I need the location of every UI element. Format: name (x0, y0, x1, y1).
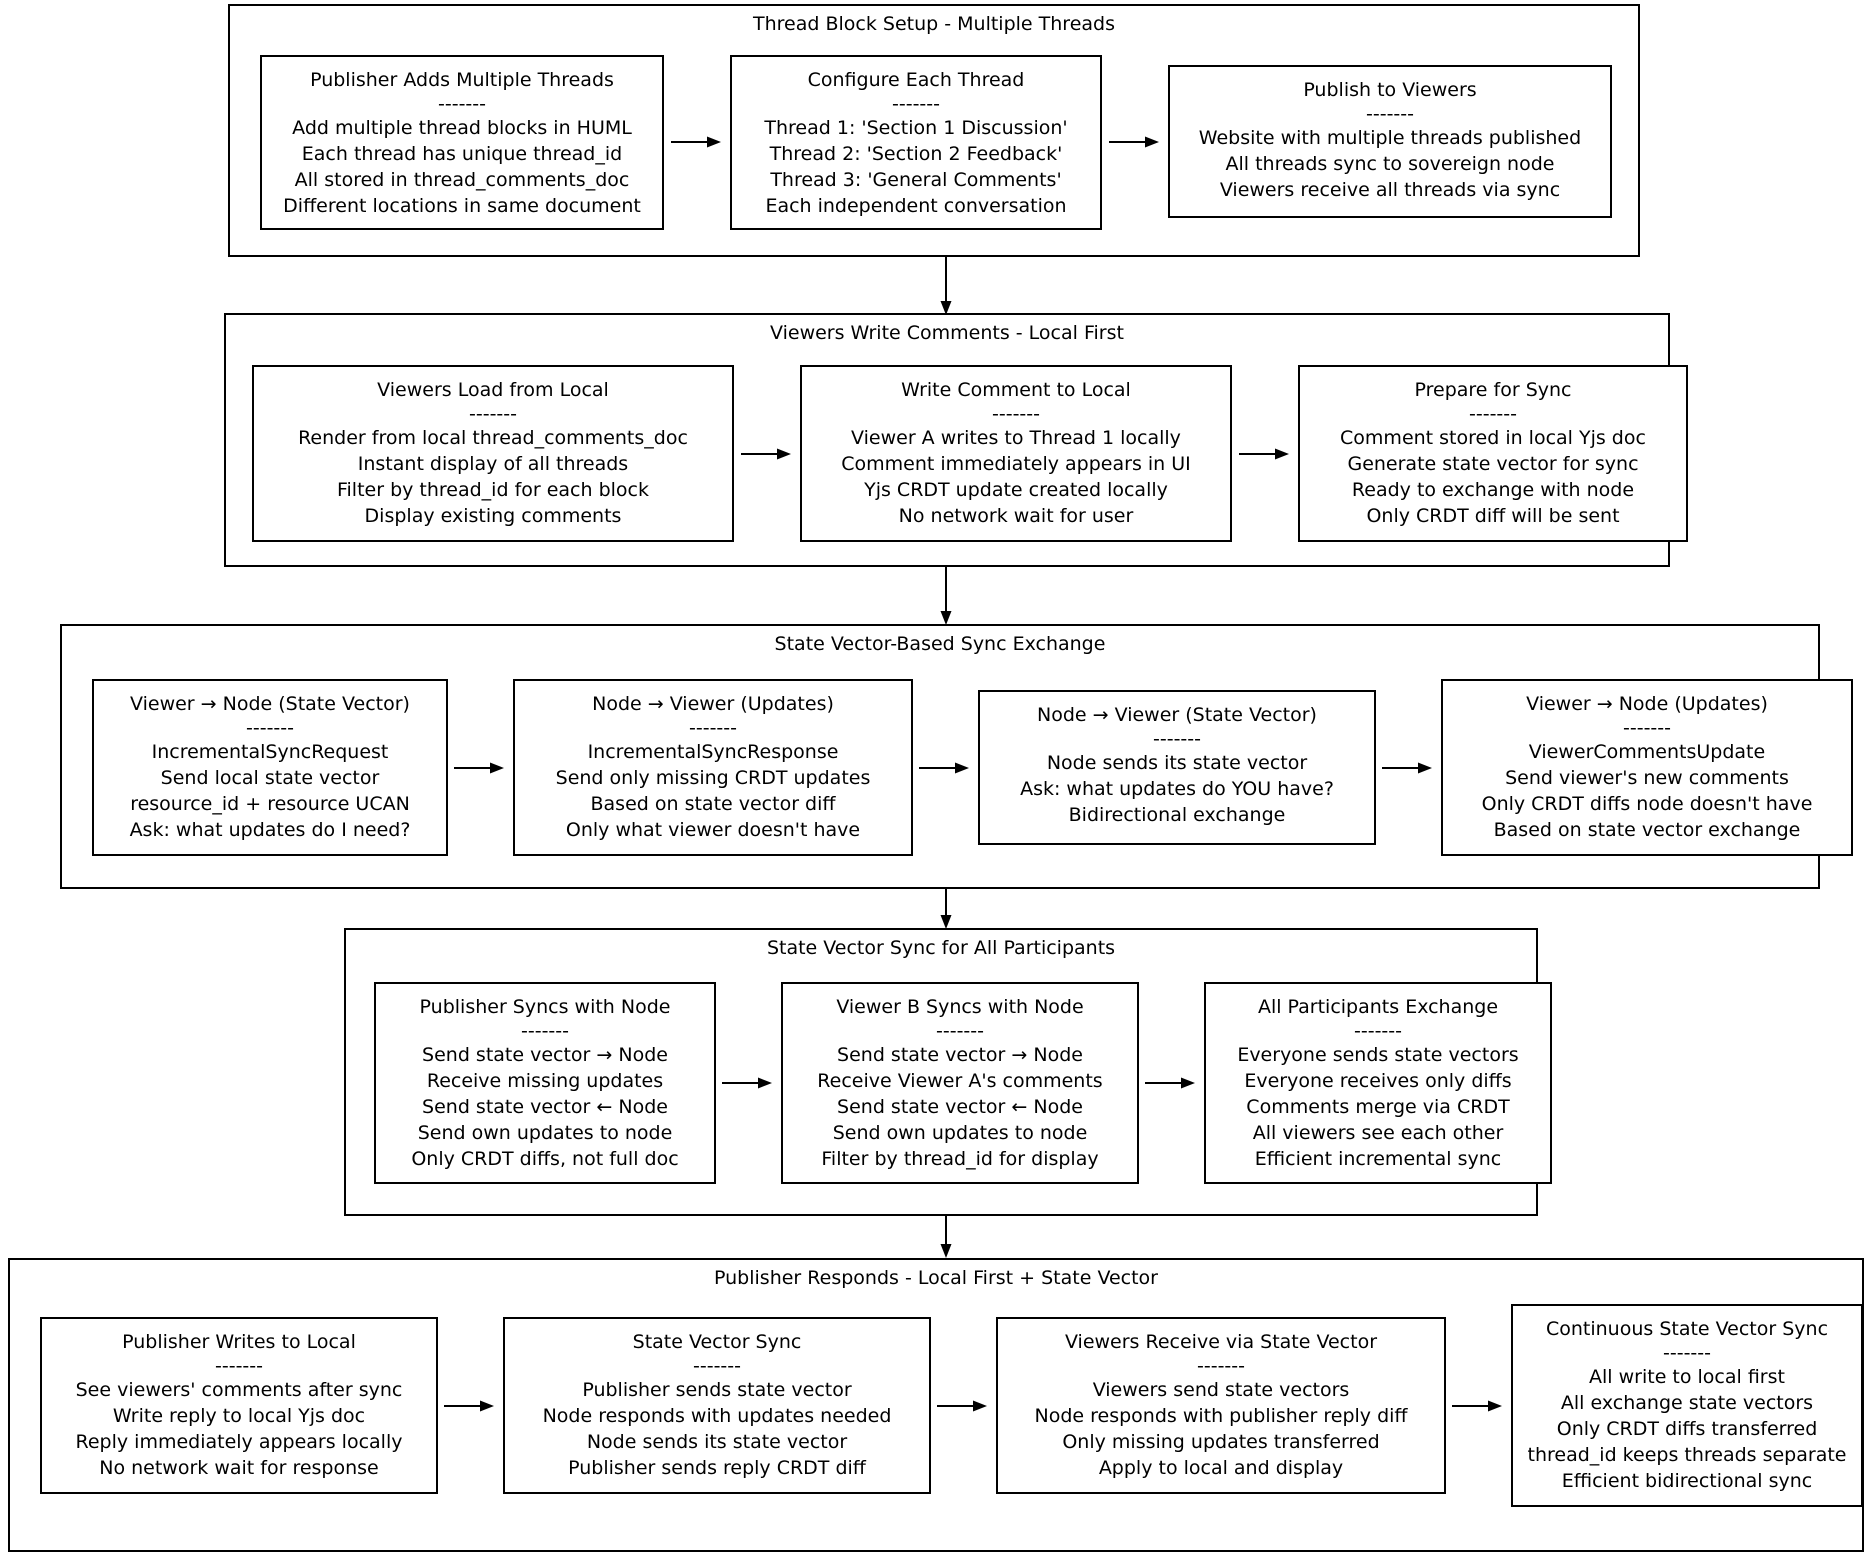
node-line: See viewers' comments after sync (75, 1379, 403, 1401)
node-write-comment-to-local (800, 365, 1232, 542)
node-title: Viewer B Syncs with Node (836, 996, 1084, 1018)
arrow-connector (444, 1398, 494, 1414)
node-line: Ask: what updates do YOU have? (1020, 778, 1334, 800)
node-separator: ------- (1354, 1020, 1402, 1042)
group-title: State Vector-Based Sync Exchange (774, 633, 1106, 655)
node-line: ViewerCommentsUpdate (1528, 741, 1766, 763)
node-line: Send state vector → Node (422, 1044, 668, 1066)
node-title: Publisher Syncs with Node (419, 996, 671, 1018)
node-line: Only CRDT diff will be sent (1366, 505, 1620, 527)
node-node-to-viewer-state-vector (978, 690, 1376, 845)
arrow-connector-vertical (938, 889, 954, 929)
node-separator: ------- (521, 1020, 569, 1042)
node-separator: ------- (438, 93, 486, 115)
node-publisher-writes-to-local (40, 1317, 438, 1494)
node-line: Node responds with updates needed (542, 1405, 892, 1427)
arrow-connector (722, 1075, 772, 1091)
node-line: Publisher sends state vector (582, 1379, 852, 1401)
node-title: Node → Viewer (State Vector) (1037, 704, 1317, 726)
arrow-connector (1109, 134, 1159, 150)
arrow-connector (454, 760, 504, 776)
node-line: Viewer A writes to Thread 1 locally (851, 427, 1181, 449)
node-line: Node sends its state vector (586, 1431, 848, 1453)
node-line: Everyone sends state vectors (1237, 1044, 1519, 1066)
node-publisher-adds-multiple-threads (260, 55, 664, 230)
node-line: Thread 2: 'Section 2 Feedback' (769, 143, 1063, 165)
node-title: Viewer → Node (Updates) (1526, 693, 1768, 715)
node-title: State Vector Sync (632, 1331, 802, 1353)
node-line: Send only missing CRDT updates (555, 767, 871, 789)
node-line: Add multiple thread blocks in HUML (292, 117, 632, 139)
node-line: Write reply to local Yjs doc (112, 1405, 366, 1427)
node-line: Apply to local and display (1098, 1457, 1344, 1479)
node-line: thread_id keeps threads separate (1527, 1444, 1847, 1466)
node-line: Reply immediately appears locally (75, 1431, 403, 1453)
node-separator: ------- (246, 717, 294, 739)
node-line: Publisher sends reply CRDT diff (568, 1457, 866, 1479)
node-publisher-syncs-with-node (374, 982, 716, 1184)
node-line: Efficient incremental sync (1254, 1148, 1502, 1170)
node-continuous-state-vector-sync (1511, 1304, 1863, 1507)
node-separator: ------- (1153, 728, 1201, 750)
node-title: Viewers Receive via State Vector (1064, 1331, 1378, 1353)
node-line: Generate state vector for sync (1347, 453, 1639, 475)
node-line: Send state vector → Node (837, 1044, 1083, 1066)
node-line: Each thread has unique thread_id (301, 143, 623, 165)
node-line: No network wait for user (898, 505, 1134, 527)
node-line: Filter by thread_id for each block (336, 479, 650, 501)
node-separator: ------- (1469, 403, 1517, 425)
arrow-connector (671, 134, 721, 150)
node-line: IncrementalSyncRequest (151, 741, 389, 763)
node-viewers-receive-via-state-vector (996, 1317, 1446, 1494)
node-separator: ------- (1623, 717, 1671, 739)
group-title: State Vector Sync for All Participants (766, 937, 1116, 959)
group-thread-block-setup (228, 4, 1640, 257)
node-line: resource_id + resource UCAN (130, 793, 410, 815)
node-separator: ------- (892, 93, 940, 115)
node-line: Send own updates to node (417, 1122, 673, 1144)
group-title: Thread Block Setup - Multiple Threads (753, 13, 1115, 35)
node-viewer-to-node-updates (1441, 679, 1853, 856)
node-line: Display existing comments (364, 505, 622, 527)
node-line: Send viewer's new comments (1505, 767, 1789, 789)
arrow-connector (1452, 1398, 1502, 1414)
node-separator: ------- (215, 1355, 263, 1377)
node-all-participants-exchange (1204, 982, 1552, 1184)
node-separator: ------- (936, 1020, 984, 1042)
node-line: Instant display of all threads (357, 453, 629, 475)
node-line: Comment stored in local Yjs doc (1340, 427, 1646, 449)
node-line: Send local state vector (160, 767, 380, 789)
arrow-connector-vertical (938, 567, 954, 625)
node-line: All threads sync to sovereign node (1225, 153, 1555, 175)
node-line: Filter by thread_id for display (821, 1148, 1099, 1170)
node-title: Publish to Viewers (1303, 79, 1477, 101)
node-separator: ------- (1197, 1355, 1245, 1377)
node-line: Comments merge via CRDT (1246, 1096, 1510, 1118)
arrow-connector (1382, 760, 1432, 776)
node-line: Thread 3: 'General Comments' (770, 169, 1062, 191)
node-line: Receive Viewer A's comments (817, 1070, 1103, 1092)
node-line: Bidirectional exchange (1068, 804, 1286, 826)
node-line: Ask: what updates do I need? (129, 819, 411, 841)
node-line: Node responds with publisher reply diff (1034, 1405, 1408, 1427)
node-line: Different locations in same document (283, 195, 641, 217)
node-line: All viewers see each other (1252, 1122, 1504, 1144)
group-viewers-write-comments (224, 313, 1670, 567)
node-line: No network wait for response (99, 1457, 379, 1479)
node-line: Ready to exchange with node (1351, 479, 1635, 501)
node-line: Based on state vector diff (590, 793, 836, 815)
node-line: Send state vector ← Node (422, 1096, 668, 1118)
arrow-connector (1239, 446, 1289, 462)
group-title: Viewers Write Comments - Local First (770, 322, 1124, 344)
node-line: Website with multiple threads published (1198, 127, 1582, 149)
arrow-connector-vertical (938, 257, 954, 315)
node-title: Viewer → Node (State Vector) (130, 693, 410, 715)
node-title: All Participants Exchange (1257, 996, 1499, 1018)
group-state-vector-sync-all-participants (344, 928, 1538, 1216)
node-line: Node sends its state vector (1046, 752, 1308, 774)
node-title: Viewers Load from Local (377, 379, 609, 401)
node-viewer-b-syncs-with-node (781, 982, 1139, 1184)
node-line: All write to local first (1589, 1366, 1785, 1388)
node-line: All exchange state vectors (1560, 1392, 1814, 1414)
node-line: Viewers send state vectors (1092, 1379, 1350, 1401)
node-title: Node → Viewer (Updates) (592, 693, 834, 715)
node-title: Write Comment to Local (901, 379, 1131, 401)
arrow-connector (1145, 1075, 1195, 1091)
arrow-connector (741, 446, 791, 462)
node-title: Configure Each Thread (807, 69, 1025, 91)
node-line: Only CRDT diffs, not full doc (411, 1148, 679, 1170)
node-viewers-load-from-local (252, 365, 734, 542)
node-separator: ------- (1366, 103, 1414, 125)
node-node-to-viewer-updates (513, 679, 913, 856)
arrow-connector-vertical (938, 1216, 954, 1258)
group-publisher-responds (8, 1258, 1864, 1552)
node-separator: ------- (1663, 1342, 1711, 1364)
node-line: Comment immediately appears in UI (841, 453, 1191, 475)
node-prepare-for-sync (1298, 365, 1688, 542)
node-line: Yjs CRDT update created locally (864, 479, 1168, 501)
node-line: IncrementalSyncResponse (587, 741, 839, 763)
node-line: Only CRDT diffs transferred (1556, 1418, 1818, 1440)
node-state-vector-sync (503, 1317, 931, 1494)
node-line: Everyone receives only diffs (1244, 1070, 1512, 1092)
arrow-connector (937, 1398, 987, 1414)
arrow-connector (919, 760, 969, 776)
group-title: Publisher Responds - Local First + State Vector (714, 1267, 1158, 1289)
node-line: Only what viewer doesn't have (565, 819, 861, 841)
node-viewer-to-node-state-vector (92, 679, 448, 856)
node-line: Receive missing updates (426, 1070, 664, 1092)
node-line: Viewers receive all threads via sync (1219, 179, 1561, 201)
node-separator: ------- (992, 403, 1040, 425)
node-title: Publisher Writes to Local (122, 1331, 356, 1353)
node-line: Only CRDT diffs node doesn't have (1481, 793, 1813, 815)
node-line: Send state vector ← Node (837, 1096, 1083, 1118)
node-line: Only missing updates transferred (1062, 1431, 1380, 1453)
node-publish-to-viewers (1168, 65, 1612, 218)
node-line: All stored in thread_comments_doc (294, 169, 630, 191)
node-line: Efficient bidirectional sync (1561, 1470, 1813, 1492)
node-title: Publisher Adds Multiple Threads (310, 69, 614, 91)
node-separator: ------- (469, 403, 517, 425)
node-line: Each independent conversation (765, 195, 1067, 217)
node-separator: ------- (689, 717, 737, 739)
node-title: Prepare for Sync (1414, 379, 1572, 401)
node-line: Thread 1: 'Section 1 Discussion' (764, 117, 1068, 139)
node-separator: ------- (693, 1355, 741, 1377)
node-line: Send own updates to node (832, 1122, 1088, 1144)
node-title: Continuous State Vector Sync (1545, 1318, 1829, 1340)
node-line: Render from local thread_comments_doc (298, 427, 688, 449)
node-configure-each-thread (730, 55, 1102, 230)
node-line: Based on state vector exchange (1493, 819, 1801, 841)
group-state-vector-sync-exchange (60, 624, 1820, 889)
